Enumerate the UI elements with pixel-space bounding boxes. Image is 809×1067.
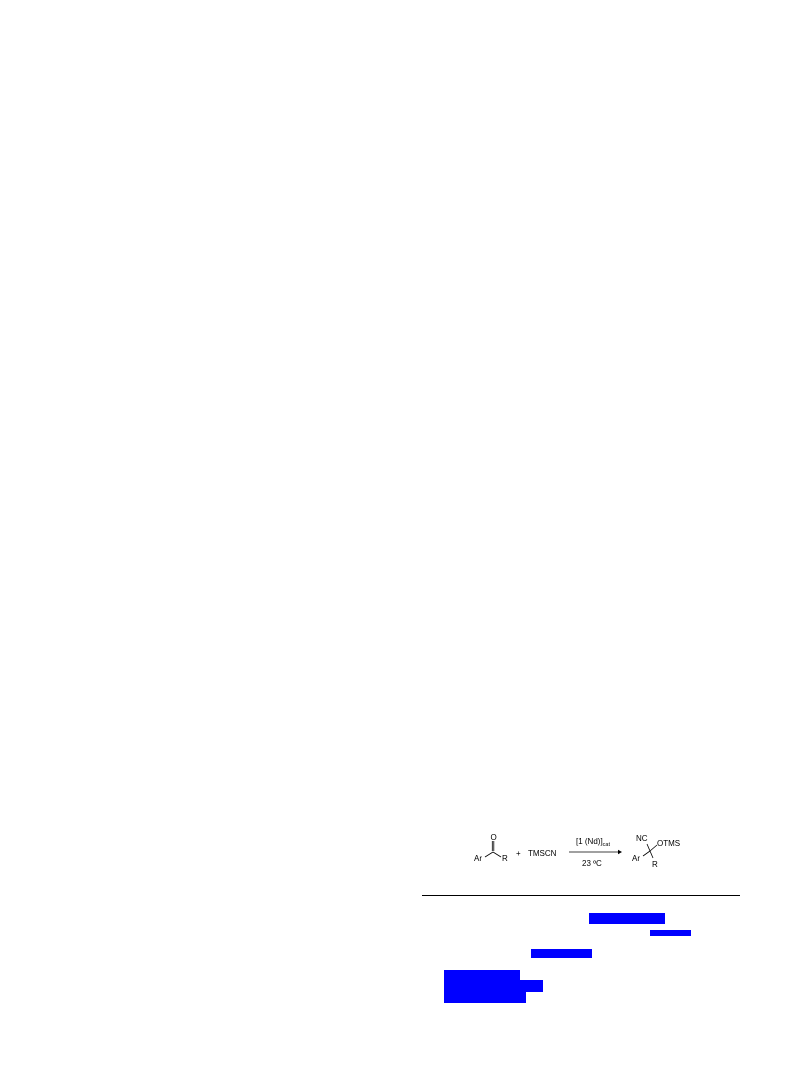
redaction-block <box>444 991 526 1003</box>
reactant-r-label: R <box>502 854 508 863</box>
redaction-block <box>650 930 691 936</box>
product-nc-label: NC <box>636 834 648 843</box>
redaction-block <box>589 913 665 924</box>
product-r-label: R <box>652 860 658 869</box>
reactant-ar-label: Ar <box>474 854 482 863</box>
ketone-structure <box>485 841 501 857</box>
reaction-arrow <box>569 850 622 854</box>
product-otms-label: OTMS <box>657 839 681 848</box>
catalyst-label: [1 $(Nd)]_{cat}$ <box>576 837 611 848</box>
cyanosilylation-scheme <box>470 830 700 874</box>
plus-sign: + <box>516 849 521 858</box>
product-ar-label: Ar <box>632 854 640 863</box>
carbonyl-oxygen-label: O <box>490 833 497 842</box>
conditions-label: 23 ºC <box>582 859 602 868</box>
horizontal-divider <box>422 895 740 896</box>
redaction-block <box>531 949 592 958</box>
reagent-label: TMSCN <box>528 849 557 858</box>
product-structure <box>643 844 657 858</box>
